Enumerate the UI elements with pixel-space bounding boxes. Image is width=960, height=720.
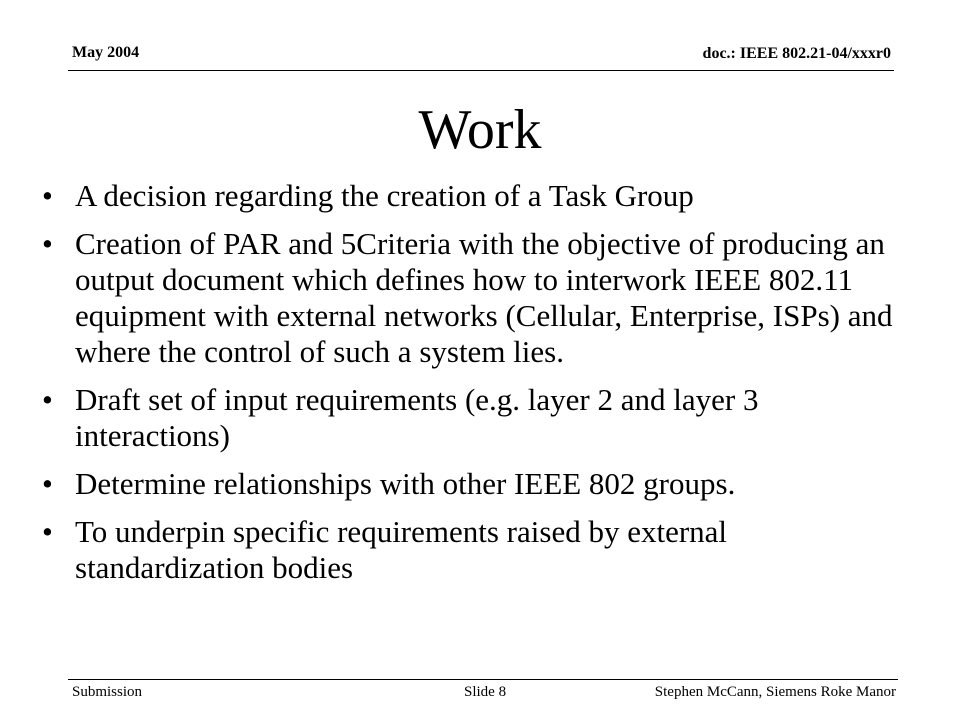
bullet-text-3: Draft set of input requirements (e.g. layer 2 and layer 3 interactions): [75, 382, 759, 453]
bullet-text-1: A decision regarding the creation of a Task Group: [75, 178, 694, 213]
bullet-text-2: Creation of PAR and 5Criteria with the objective of producing an output document which defines how to interwork IEEE 802.11 equipment with external networks (Cellular, Enterprise, ISPs) and where the control of such a system lies.: [75, 226, 893, 369]
bullet-text-4: Determine relationships with other IEEE 802 groups.: [75, 466, 736, 501]
bullet-item-4: [42, 466, 902, 502]
bullet-item-1: [42, 178, 902, 214]
footer-submission: Submission: [72, 684, 143, 700]
header-divider: [68, 70, 894, 71]
footer-slide-number: Slide 8: [464, 684, 507, 700]
slide-title: Work: [418, 99, 542, 161]
bullet-list: [42, 178, 902, 598]
footer-divider: [68, 679, 898, 680]
bullet-item-2: [42, 226, 902, 370]
bullet-icon: •: [42, 382, 53, 417]
bullet-icon: •: [42, 178, 53, 213]
bullet-icon: •: [42, 226, 53, 261]
header-doc-id: doc.: IEEE 802.21-04/xxxr0: [702, 45, 891, 62]
header-date: May 2004: [72, 44, 140, 61]
bullet-icon: •: [42, 514, 53, 549]
bullet-item-5: [42, 514, 902, 586]
bullet-item-3: [42, 382, 902, 454]
bullet-text-5: To underpin specific requirements raised by external standardization bodies: [75, 514, 728, 585]
footer-author: Stephen McCann, Siemens Roke Manor: [654, 684, 896, 700]
bullet-icon: •: [42, 466, 53, 501]
